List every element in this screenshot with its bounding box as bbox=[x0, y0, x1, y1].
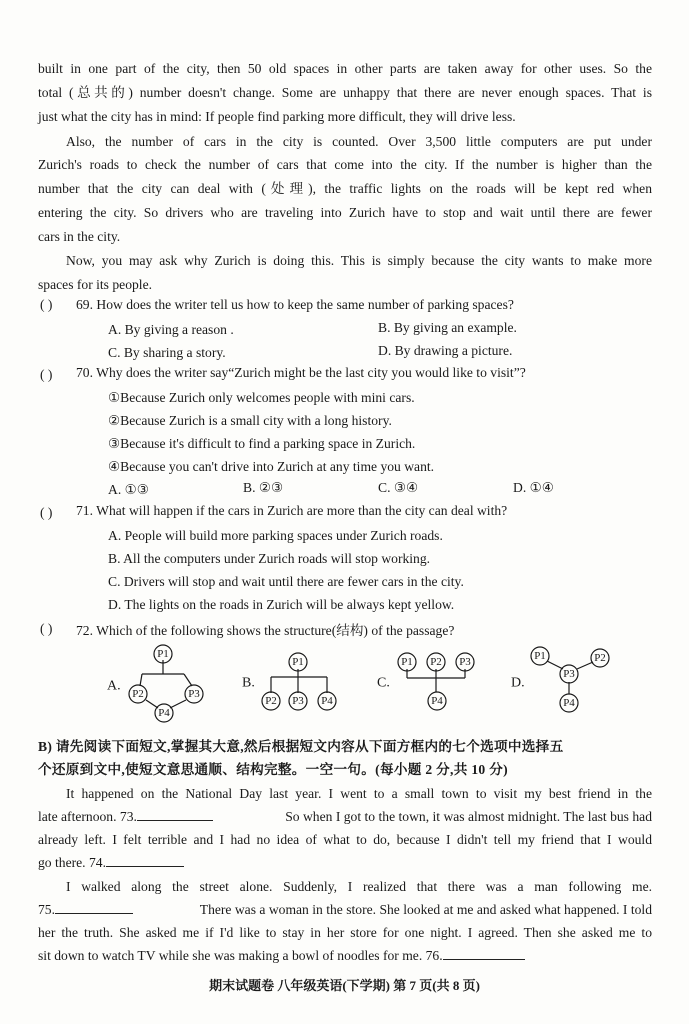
option-a-label: A. bbox=[107, 678, 121, 694]
option-d: D. By drawing a picture. bbox=[378, 343, 513, 358]
node-p4: P4 bbox=[431, 695, 443, 707]
answer-bracket[interactable]: ( ) bbox=[40, 621, 53, 636]
option-a: A. ①③ bbox=[108, 482, 149, 497]
passage-line: Zurich's roads to check the number of cars that come into the city. If the number is higher than the bbox=[38, 157, 652, 172]
passage-line: I walked along the street alone. Suddenly, I realized that there was a man following me. bbox=[66, 879, 652, 894]
option-d-label: D. bbox=[511, 675, 525, 691]
section-b-instructions: B) 请先阅读下面短文,掌握其大意,然后根据短文内容从下面方框内的七个选项中选择五 bbox=[38, 739, 564, 754]
option-d: D. ①④ bbox=[513, 480, 554, 495]
node-p3: P3 bbox=[459, 656, 471, 668]
question-text: 71. What will happen if the cars in Zurich are more than the city can deal with? bbox=[76, 503, 508, 518]
statement-1: ①Because Zurich only welcomes people with mini cars. bbox=[108, 390, 415, 405]
blank-75[interactable] bbox=[55, 913, 133, 914]
statement-3: ③Because it's difficult to find a parking space in Zurich. bbox=[108, 436, 416, 451]
statement-2: ②Because Zurich is a small city with a long history. bbox=[108, 413, 392, 428]
passage-line: cars in the city. bbox=[38, 229, 121, 244]
option-b: B. ②③ bbox=[243, 480, 284, 495]
structure-diagrams bbox=[0, 640, 689, 730]
passage-line: number that the city can deal with (处理), the traffic lights on the roads will be kept red when bbox=[38, 181, 652, 196]
passage-line: spaces for its people. bbox=[38, 277, 153, 292]
passage-text: There was a woman in the store. She looked at me and asked what happened. I told bbox=[199, 902, 652, 917]
option-b: B. All the computers under Zurich roads will stop working. bbox=[108, 551, 431, 566]
option-c-label: C. bbox=[377, 675, 390, 691]
passage-text: sit down to watch TV while she was making a bowl of noodles for me. bbox=[38, 948, 423, 963]
passage-line: Now, you may ask why Zurich is doing this. This is simply because the city wants to make more bbox=[66, 253, 652, 268]
blank-number: 73. bbox=[119, 809, 137, 824]
passage-line bbox=[38, 808, 652, 826]
node-p3: P3 bbox=[292, 695, 304, 707]
passage-line: her the truth. She asked me if I'd like to stay in her store for one night. I agreed. Then she asked me to bbox=[38, 925, 652, 940]
blank-number: 75. bbox=[38, 902, 55, 917]
blank-number: 76. bbox=[425, 948, 443, 963]
question-text: 70. Why does the writer say“Zurich might be the last city you would like to visit”? bbox=[76, 365, 526, 380]
answer-bracket[interactable]: ( ) bbox=[40, 367, 53, 382]
passage-line: It happened on the National Day last year. I went to a small town to visit my best friend in the bbox=[66, 786, 652, 801]
passage-text: So when I got to the town, it was almost midnight. The last bus had bbox=[285, 809, 652, 824]
passage-line bbox=[38, 901, 652, 919]
passage-text: go there. bbox=[38, 855, 86, 870]
question-text: 72. Which of the following shows the structure(结构) of the passage? bbox=[76, 623, 455, 638]
option-a: A. People will build more parking spaces under Zurich roads. bbox=[108, 528, 443, 543]
node-p4: P4 bbox=[563, 697, 575, 709]
passage-line: total (总共的) number doesn't change. Some are unhappy that there are never enough spaces. That is bbox=[38, 85, 652, 100]
node-p1: P1 bbox=[292, 656, 304, 668]
node-p4: P4 bbox=[158, 707, 170, 719]
node-p3: P3 bbox=[188, 688, 200, 700]
answer-bracket[interactable]: ( ) bbox=[40, 297, 53, 312]
option-c: C. Drivers will stop and wait until there are fewer cars in the city. bbox=[108, 574, 464, 589]
blank-74[interactable] bbox=[106, 866, 184, 867]
passage-line: Also, the number of cars in the city is counted. Over 3,500 little computers are put under bbox=[66, 134, 652, 149]
statement-4: ④Because you can't drive into Zurich at any time you want. bbox=[108, 459, 435, 474]
blank-73[interactable] bbox=[137, 820, 213, 821]
node-p2: P2 bbox=[265, 695, 277, 707]
node-p1: P1 bbox=[401, 656, 413, 668]
option-c: C. ③④ bbox=[378, 480, 419, 495]
passage-line: entering the city. So drivers who are traveling into Zurich have to stop and wait until there are fewer bbox=[38, 205, 652, 220]
blank-number: 74. bbox=[88, 855, 106, 870]
node-p2: P2 bbox=[594, 652, 606, 664]
passage-line: just what the city has in mind: If people find parking more difficult, they will drive less. bbox=[38, 109, 516, 124]
option-b: B. By giving an example. bbox=[378, 320, 517, 335]
option-c: C. By sharing a story. bbox=[108, 345, 226, 360]
node-p2: P2 bbox=[132, 688, 144, 700]
node-p1: P1 bbox=[534, 650, 546, 662]
node-p4: P4 bbox=[321, 695, 333, 707]
answer-bracket[interactable]: ( ) bbox=[40, 505, 53, 520]
node-p1: P1 bbox=[157, 648, 169, 660]
option-b-label: B. bbox=[242, 675, 255, 691]
passage-line bbox=[38, 947, 652, 965]
question-text: 69. How does the writer tell us how to keep the same number of parking spaces? bbox=[76, 297, 514, 312]
passage-text: late afternoon. bbox=[38, 809, 117, 824]
passage-line: built in one part of the city, then 50 old spaces in other parts are taken away for other uses. So the bbox=[38, 61, 652, 76]
passage-line: already left. I felt terrible and I had no idea of what to do, because I didn't tell my friend that I would bbox=[38, 832, 652, 847]
option-d: D. The lights on the roads in Zurich will be always kept yellow. bbox=[108, 597, 455, 612]
section-b-instructions: 个还原到文中,使短文意思通顺、结构完整。一空一句。(每小题 2 分,共 10 分) bbox=[38, 762, 508, 777]
passage-line bbox=[38, 854, 652, 872]
blank-76[interactable] bbox=[443, 959, 525, 960]
node-p3: P3 bbox=[563, 668, 575, 680]
page-footer: 期末试题卷 八年级英语(下学期) 第 7 页(共 8 页) bbox=[209, 978, 480, 993]
node-p2: P2 bbox=[430, 656, 442, 668]
option-a: A. By giving a reason . bbox=[108, 322, 234, 337]
